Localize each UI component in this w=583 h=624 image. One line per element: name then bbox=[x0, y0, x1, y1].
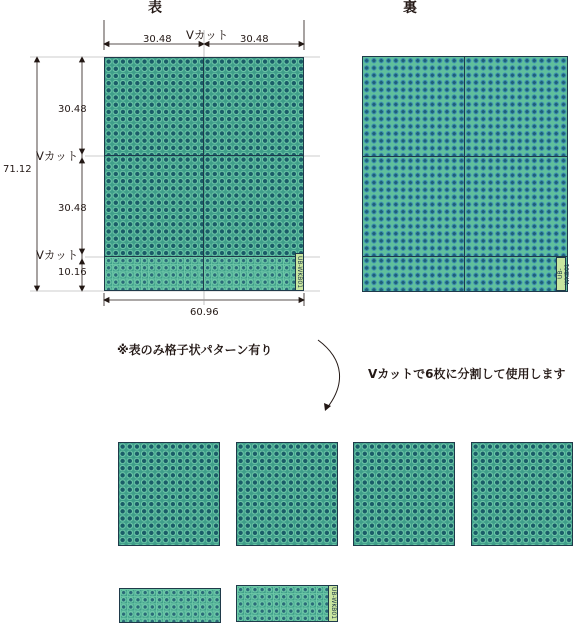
front-strip-right bbox=[203, 256, 304, 291]
front-only-grid-note: ※表のみ格子状パターン有り bbox=[117, 343, 273, 357]
front-panel-top-left bbox=[104, 57, 205, 157]
top-right-width-label: 30.48 bbox=[240, 34, 269, 45]
split-strip-silkscreen-label: UB-WKB01 bbox=[328, 585, 338, 622]
vcut-top-label: Vカット bbox=[186, 28, 229, 42]
split-strip-2-wrapper bbox=[236, 585, 338, 622]
front-board bbox=[104, 57, 304, 291]
back-strip-left bbox=[362, 256, 466, 292]
front-panel-top-right bbox=[203, 57, 304, 157]
split-piece-3 bbox=[353, 442, 455, 546]
left-upper-height-label: 30.48 bbox=[58, 104, 87, 115]
front-panel-middle-right bbox=[203, 155, 304, 257]
back-strip-right bbox=[464, 256, 568, 292]
back-panel-middle-left bbox=[362, 156, 466, 258]
vcut-split-note: Vカットで6枚に分割して使用します bbox=[368, 367, 566, 381]
back-silkscreen-label: UB-WKB01 bbox=[556, 257, 566, 291]
vcut-left-label-1: Vカット bbox=[36, 149, 79, 163]
back-panel-middle-right bbox=[464, 156, 568, 258]
left-bottom-height-label: 10.16 bbox=[58, 267, 87, 278]
total-height-label: 71.12 bbox=[3, 164, 32, 175]
back-panel-top-right bbox=[464, 56, 568, 158]
front-panel-middle-left bbox=[104, 155, 205, 257]
split-piece-1 bbox=[118, 442, 220, 546]
back-board bbox=[362, 56, 571, 292]
bottom-width-label: 60.96 bbox=[190, 307, 219, 318]
back-side-heading: 裏 bbox=[403, 0, 417, 16]
top-left-width-label: 30.48 bbox=[143, 34, 172, 45]
left-middle-height-label: 30.48 bbox=[58, 203, 87, 214]
split-strip-2 bbox=[236, 585, 338, 622]
front-strip-left bbox=[104, 256, 205, 291]
back-panel-top-left bbox=[362, 56, 466, 158]
split-strip-1 bbox=[119, 588, 221, 623]
front-silkscreen-label: UB-WKB01 bbox=[295, 253, 304, 291]
vcut-left-label-2: Vカット bbox=[36, 248, 79, 262]
front-side-heading: 表 bbox=[148, 0, 162, 16]
split-piece-4 bbox=[471, 442, 573, 546]
flow-arrow bbox=[318, 340, 340, 408]
split-piece-2 bbox=[236, 442, 338, 546]
